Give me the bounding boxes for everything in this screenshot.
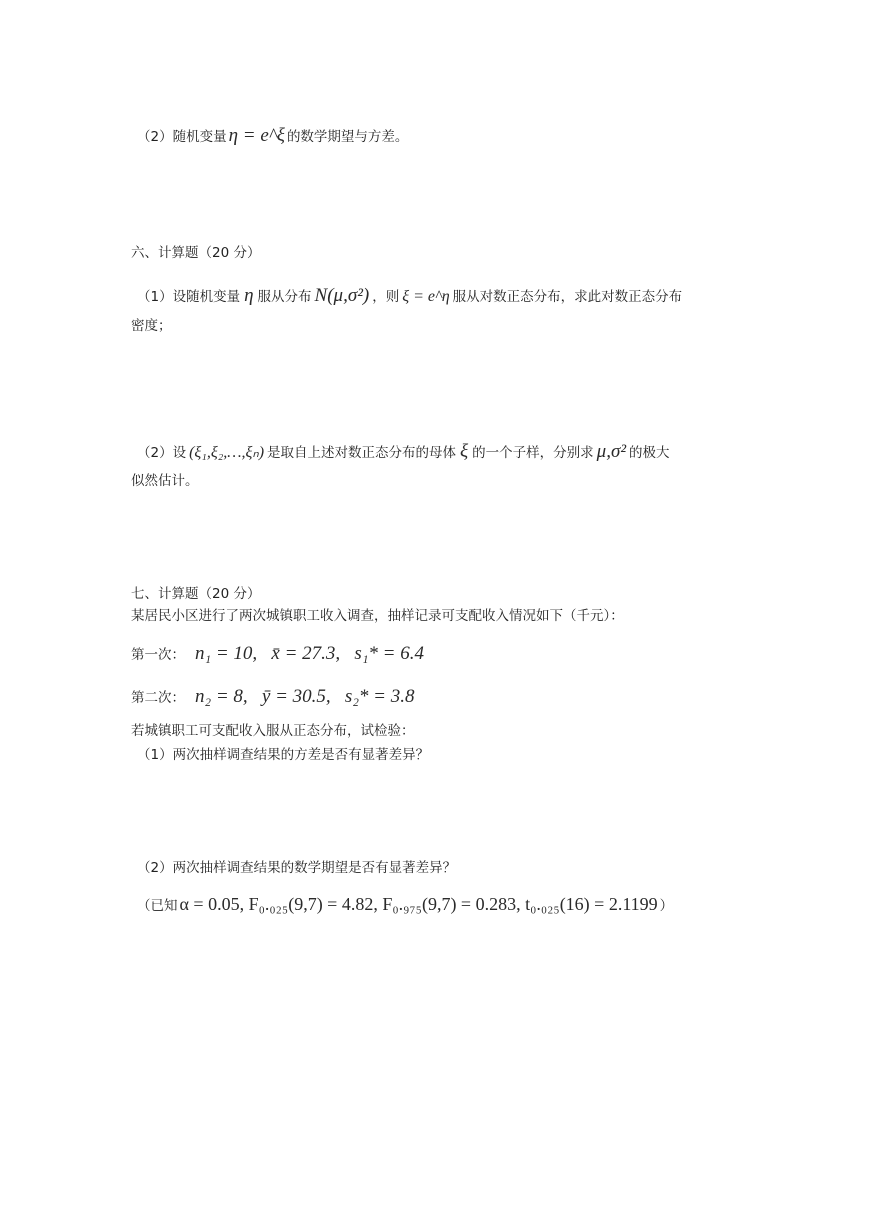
- label: 第一次：: [131, 647, 185, 663]
- text: 的数学期望与方差。: [286, 129, 409, 145]
- text: ，则: [372, 289, 400, 305]
- question-6-1-cont: 密度；: [131, 318, 172, 334]
- question-7-1: （1）两次抽样调查结果的方差是否有显著差异？: [137, 747, 430, 763]
- question-6-2-cont: 似然估计。: [131, 473, 199, 489]
- section-7-intro: 某居民小区进行了两次城镇职工收入调查，抽样记录可支配收入情况如下（千元）：: [131, 608, 624, 624]
- question-6-2: [137, 442, 670, 463]
- label: 第二次：: [131, 690, 185, 706]
- text: 是取自上述对数正态分布的母体: [267, 445, 457, 461]
- text: 服从分布: [257, 289, 312, 305]
- section-6-heading: 六、计算题（20 分）: [131, 245, 261, 261]
- text: 的极大: [629, 445, 670, 461]
- section-7-heading: 七、计算题（20 分）: [131, 586, 261, 602]
- question-6-1: [137, 286, 682, 307]
- text: （1）设随机变量: [137, 289, 241, 305]
- label: （已知: [137, 898, 178, 914]
- text: 的一个子样，分别求: [472, 445, 594, 461]
- formula-xi-exp-eta: ξ = e^η: [402, 288, 450, 305]
- text: （2）设: [137, 445, 187, 461]
- first-survey-formula: n₁ = 10, x̄ = 27.3, s₁* = 6.4: [195, 643, 425, 664]
- text: （2）随机变量: [137, 129, 227, 145]
- given-values: [137, 894, 673, 916]
- second-survey: [131, 687, 415, 708]
- formula-eta-exp-xi: η = e^ξ: [228, 125, 285, 146]
- question-5-2: [137, 126, 408, 147]
- formula-normal-dist: N(μ,σ²): [314, 285, 370, 306]
- formula-xi: ξ: [460, 441, 469, 462]
- formula-sample: (ξ₁,ξ₂,…,ξₙ): [189, 444, 265, 461]
- text: ）: [659, 898, 674, 914]
- second-survey-formula: n₂ = 8, ȳ = 30.5, s₂* = 3.8: [195, 686, 415, 707]
- text: 服从对数正态分布，求此对数正态分布: [452, 289, 683, 305]
- formula-eta: η: [244, 285, 254, 306]
- given-formula: α = 0.05, F₀.₀₂₅(9,7) = 4.82, F₀.₉₇₅(9,7) = 0.283, t₀.₀₂₅(16) = 2.1199: [179, 894, 658, 914]
- question-7-2: （2）两次抽样调查结果的数学期望是否有显著差异？: [137, 860, 457, 876]
- first-survey: [131, 644, 424, 665]
- formula-mu-sigma: μ,σ²: [596, 441, 627, 462]
- assumption: 若城镇职工可支配收入服从正态分布，试检验：: [131, 723, 415, 739]
